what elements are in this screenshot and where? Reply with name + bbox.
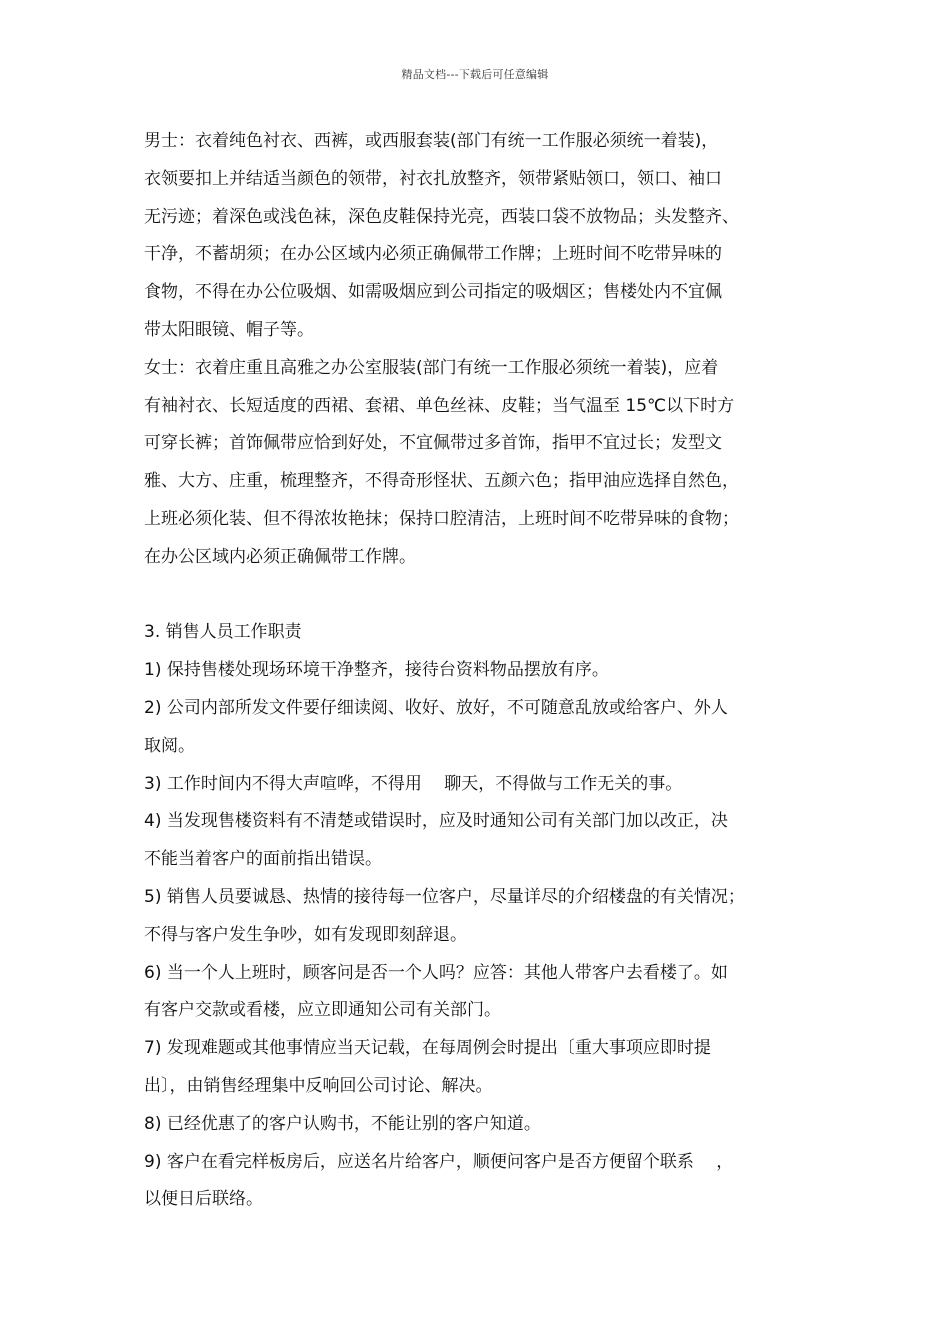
dress-code-section [144,123,824,577]
text-line: 1) 保持售楼处现场环境干净整齐，接待台资料物品摆放有序。 [144,660,609,681]
text-line: 在办公区域内必须正确佩带工作牌。 [144,546,416,567]
text-line: 衣领要扣上并结适当颜色的领带，衬衣扎放整齐，领带紧贴领口，领口、袖口 [144,168,722,189]
text-line: 以便日后联络。 [144,1189,263,1210]
text-line: 食物，不得在办公位吸烟、如需吸烟应到公司指定的吸烟区；售楼处内不宜佩 [144,282,722,303]
text-line: 取阅。 [144,735,195,756]
text-line: 7) 发现难题或其他事情应当天记载，在每周例会时提出〔重大事项应即时提 [144,1038,711,1059]
text-line: 不能当着客户的面前指出错误。 [144,849,382,870]
text-line: 9) 客户在看完样板房后，应送名片给客户，顺便问客户是否方便留个联系 ， [144,1151,734,1172]
text-line: 8) 已经优惠了的客户认购书，不能让别的客户知道。 [144,1113,541,1134]
text-line: 有客户交款或看楼，应立即通知公司有关部门。 [144,1000,501,1021]
text-line: 雅、大方、庄重，梳理整齐，不得奇形怪状、五颜六色；指甲油应选择自然色， [144,471,739,492]
text-line: 出〕，由销售经理集中反响回公司讨论、解决。 [144,1075,493,1096]
text-line: 干净，不蓄胡须；在办公区域内必须正确佩带工作牌；上班时间不吃带异味的 [144,244,722,265]
text-line: 男士：衣着纯色衬衣、西裤，或西服套装(部门有统一工作服必须统一着装)， [144,131,719,151]
text-line: 4) 当发现售楼资料有不清楚或错误时，应及时通知公司有关部门加以改正，决 [144,811,728,832]
text-line: 不得与客户发生争吵，如有发现即刻辞退。 [144,924,467,945]
text-line: 2) 公司内部所发文件要仔细读阅、收好、放好，不可随意乱放或给客户、外人 [144,697,728,718]
text-line: 3) 工作时间内不得大声喧哗，不得用 聊天，不得做与工作无关的事。 [144,773,683,794]
document-body [144,123,824,1219]
page-header: 精品文档---下载后可任意编辑 [401,68,549,81]
text-line: 带太阳眼镜、帽子等。 [144,319,314,340]
responsibilities-section [144,614,824,1219]
text-line: 可穿长裤；首饰佩带应恰到好处，不宜佩带过多首饰，指甲不宜过长；发型文 [144,433,722,454]
paragraph-gap [144,577,824,615]
text-line: 上班必须化装、但不得浓妆艳抹；保持口腔清洁，上班时间不吃带异味的食物； [144,508,739,529]
text-line: 女士：衣着庄重且高雅之办公室服装(部门有统一工作服必须统一着装)，应着 [144,357,719,378]
text-line: 5) 销售人员要诚恳、热情的接待每一位客户，尽量详尽的介绍楼盘的有关情况； [144,886,745,907]
text-line: 6) 当一个人上班时，顾客问是否一个人吗？应答：其他人带客户去看楼了。如 [144,962,728,983]
text-line: 无污迹；着深色或浅色袜，深色皮鞋保持光亮，西装口袋不放物品；头发整齐、 [144,206,739,227]
section-heading: 3. 销售人员工作职责 [144,622,302,643]
text-line: 有袖衬衣、长短适度的西裙、套裙、单色丝袜、皮鞋；当气温至 15℃以下时方 [144,395,735,416]
